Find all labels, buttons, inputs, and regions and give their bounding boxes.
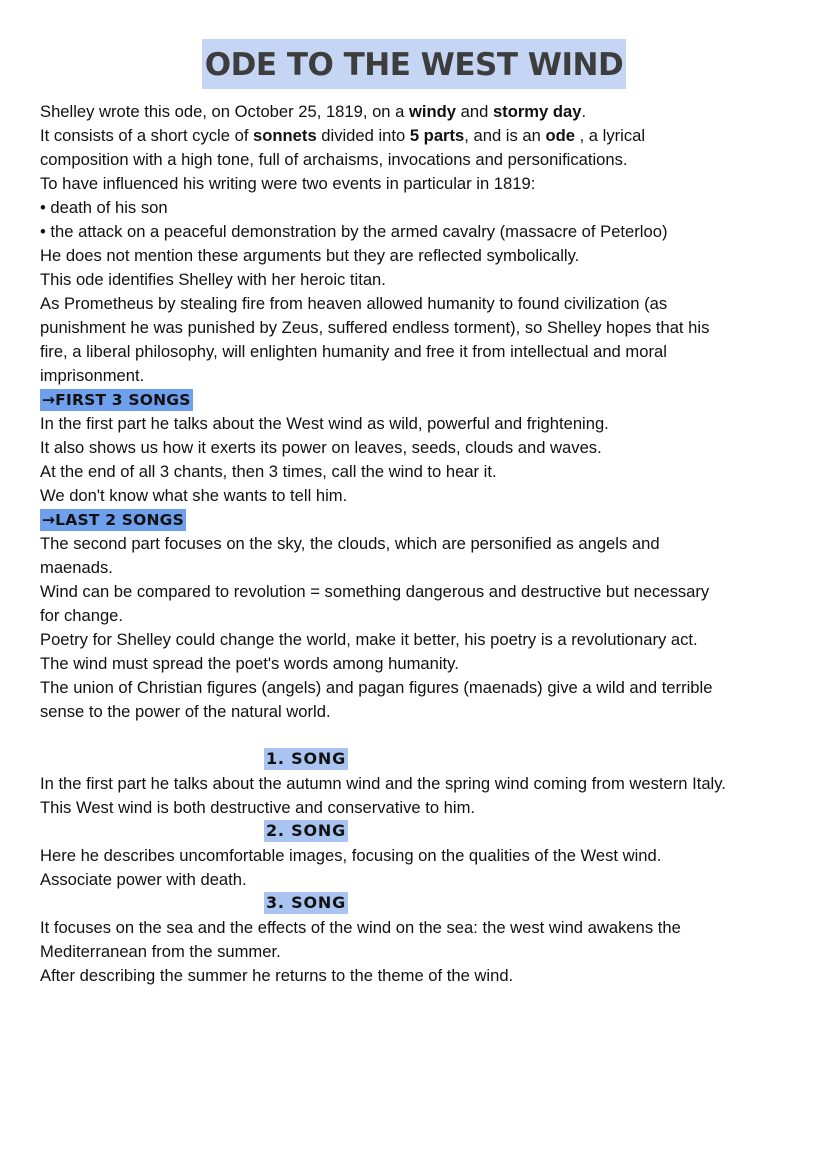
intro-line-8: This ode identifies Shelley with her heroic titan. [40,270,386,289]
paragraph-line: Mediterranean from the summer. [40,942,281,961]
paragraph-line: The union of Christian figures (angels) and pagan figures (maenads) give a wild and terrible [40,678,713,697]
intro-line-2: It consists of a short cycle of sonnets divided into 5 parts, and is an ode , a lyrical [40,126,646,145]
intro-line-9: As Prometheus by stealing fire from heaven allowed humanity to found civilization (as [40,294,668,313]
section-last-songs [40,508,810,724]
paragraph-line: After describing the summer he returns to the theme of the wind. [40,966,514,985]
paragraph-line: sense to the power of the natural world. [40,702,331,721]
paragraph-line: In the first part he talks about the autumn wind and the spring wind coming from western Italy. [40,774,726,793]
section-heading: →FIRST 3 SONGS [42,391,191,409]
paragraph-line: for change. [40,606,124,625]
intro-line-1: Shelley wrote this ode, on October 25, 1819, on a windy and stormy day. [40,102,587,121]
paragraph-line: It focuses on the sea and the effects of the wind on the sea: the west wind awakens the [40,918,681,937]
song-1 [40,748,810,820]
intro-line-10: punishment he was punished by Zeus, suffered endless torment), so Shelley hopes that his [40,318,710,337]
intro-line-12: imprisonment. [40,366,145,385]
paragraph-line: In the first part he talks about the West wind as wild, powerful and frightening. [40,414,609,433]
paragraph-line: maenads. [40,558,113,577]
title-wrap [0,39,828,89]
intro-line-7: He does not mention these arguments but they are reflected symbolically. [40,246,580,265]
paragraph-line: The second part focuses on the sky, the clouds, which are personified as angels and [40,534,660,553]
spacer [40,724,810,748]
song-heading: 2. SONG [266,821,347,840]
intro-line-3: composition with a high tone, full of archaisms, invocations and personifications. [40,150,628,169]
paragraph-line: At the end of all 3 chants, then 3 times, call the wind to hear it. [40,462,497,481]
paragraph-line: Poetry for Shelley could change the world, make it better, his poetry is a revolutionary act. [40,630,698,649]
paragraph-line: This West wind is both destructive and conservative to him. [40,798,476,817]
section-heading: →LAST 2 SONGS [42,511,184,529]
paragraph-line: Associate power with death. [40,870,247,889]
paragraph-line: Here he describes uncomfortable images, focusing on the qualities of the West wind. [40,846,662,865]
song-2 [40,820,810,892]
section-first-songs [40,388,810,508]
paragraph-line: It also shows us how it exerts its power on leaves, seeds, clouds and waves. [40,438,602,457]
song-3 [40,892,810,988]
paragraph-line: We don't know what she wants to tell him. [40,486,348,505]
song-heading: 3. SONG [266,893,347,912]
intro-line-11: fire, a liberal philosophy, will enlighten humanity and free it from intellectual and moral [40,342,667,361]
bullet-item: • death of his son [40,198,168,217]
paragraph-line: Wind can be compared to revolution = something dangerous and destructive but necessary [40,582,710,601]
page-title: ODE TO THE WEST WIND [202,39,626,89]
intro-line-4: To have influenced his writing were two events in particular in 1819: [40,174,536,193]
song-heading: 1. SONG [266,749,347,768]
bullet-item: • the attack on a peaceful demonstration by the armed cavalry (massacre of Peterloo) [40,222,668,241]
document-body [40,100,810,988]
paragraph-line: The wind must spread the poet's words among humanity. [40,654,459,673]
